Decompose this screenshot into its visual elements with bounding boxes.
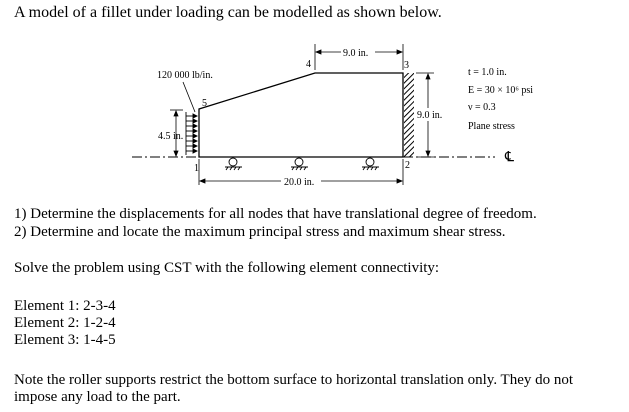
distributed-load-arrows xyxy=(186,112,197,155)
element-3: Element 3: 1-4-5 xyxy=(14,332,116,348)
prop-condition: Plane stress xyxy=(468,121,515,132)
top-width-label: 9.0 in. xyxy=(343,48,369,59)
node-label-4: 4 xyxy=(306,59,311,70)
instruction-text: Solve the problem using CST with the following element connectivity: xyxy=(14,260,440,276)
task-1: 1) Determine the displacements for all nodes that have translational degree of freedom. xyxy=(14,206,537,222)
task-2: 2) Determine and locate the maximum principal stress and maximum shear stress. xyxy=(14,224,506,240)
node-label-5: 5 xyxy=(202,98,207,109)
bottom-width-label: 20.0 in. xyxy=(284,177,315,188)
fixed-wall xyxy=(404,73,414,157)
fillet-figure xyxy=(0,0,629,200)
note-line-1: Note the roller supports restrict the bottom surface to horizontal translation only. They do not xyxy=(14,372,574,388)
element-2: Element 2: 1-2-4 xyxy=(14,315,116,331)
load-label: 120 000 lb/in. xyxy=(157,70,213,81)
left-height-label: 4.5 in. xyxy=(158,131,184,142)
right-height-label: 9.0 in. xyxy=(417,110,443,121)
note-line-2: impose any load to the part. xyxy=(14,389,181,405)
part-outline xyxy=(199,73,403,157)
node-label-2: 2 xyxy=(405,160,410,171)
node-label-1: 1 xyxy=(194,163,199,174)
prop-thickness: t = 1.0 in. xyxy=(468,67,507,78)
element-1: Element 1: 2-3-4 xyxy=(14,298,116,314)
roller-support xyxy=(225,158,242,170)
centerline-symbol: ℄ xyxy=(505,150,514,165)
roller-support xyxy=(362,158,379,170)
load-leader xyxy=(183,82,195,112)
node-label-3: 3 xyxy=(404,60,409,71)
prop-modulus: E = 30 × 10⁶ psi xyxy=(468,85,534,96)
prop-poisson: ν = 0.3 xyxy=(468,102,496,113)
intro-text: A model of a fillet under loading can be modelled as shown below. xyxy=(14,4,442,21)
roller-support xyxy=(291,158,308,170)
